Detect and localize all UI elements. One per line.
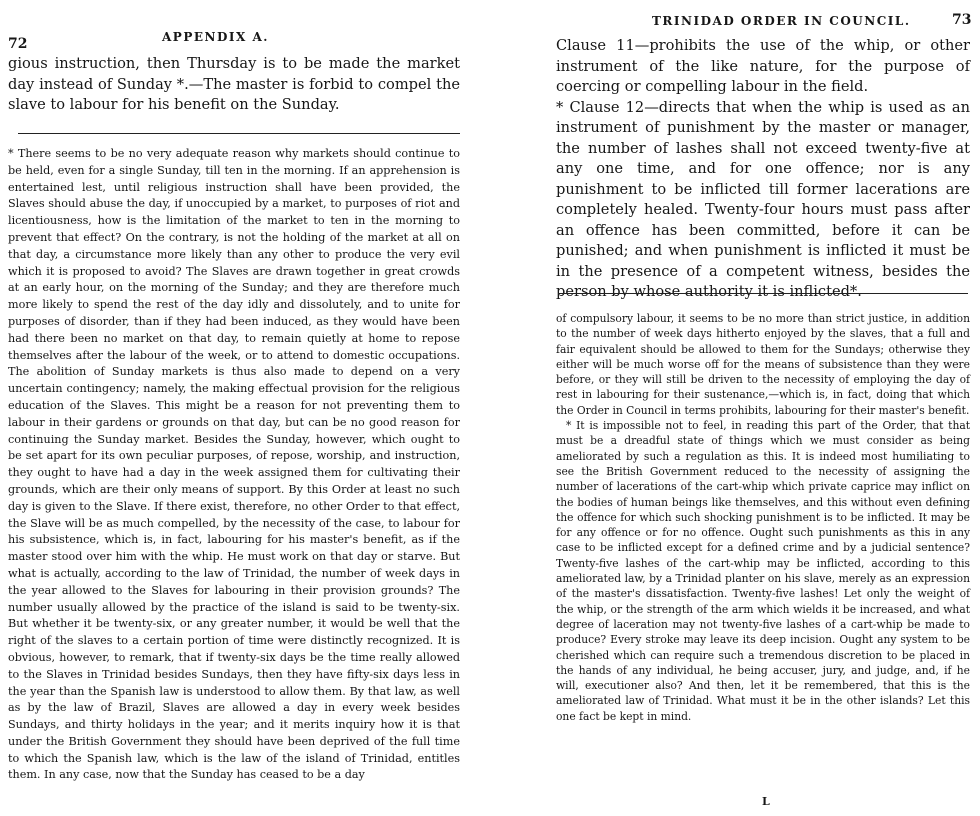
- main-text: gious instruction, then Thursday is to be made the market day instead of Sunday *.—The master is forbid to compel the slave to labour for his benefit on the Sunday.: [8, 55, 460, 113]
- right-page: [540, 0, 980, 816]
- clause-11: Clause 11—prohibits the use of the whip, or other instrument of the like nature, for the purpose of coercing or compelling labour in the field.: [556, 37, 970, 95]
- running-head: APPENDIX A.: [162, 30, 269, 44]
- footnote-rule: [18, 133, 460, 134]
- footnote-rule: [558, 293, 968, 294]
- footnote: * It is impossible not to feel, in reading this part of the Order, that that must be a dreadful state of things which we must consider as being ameliorated by such a regulation as this. It is indeed most humiliating to see the British Government reduced to the necessity of assigning the number of lacerations of the cart-whip which private caprice may inflict on the bodies of human beings like themselves, and this without even defining the offence for which such shocking punishment is to be inflicted. It may be for any offence or for no offence. Ought such punishments as this in any case to be inflicted except for a defined crime and by a judicial sentence? Twenty-five lashes of the cart-whip may be inflicted, according to this ameliorated law, by a Trinidad planter on his slave, merely as an expression of the master's dissatisfaction. Twenty-five lashes! Let only the weight of the whip, or the strength of the arm which wields it be increased, and what degree of laceration may not twenty-five lashes of a cart-whip be made to produce? Every stroke may leave its deep incision. Ought any system to be cherished which can require such a tremendous discretion to be placed in the hands of any individual, he being accuser, jury, and judge, and, if he will, executioner also? And then, let it be remembered, that this is the ameliorated law of Trinidad. What must it be in the other islands? Let this one fact be kept in mind.: [556, 419, 970, 723]
- footnote-block: [556, 311, 970, 724]
- footnote-continued: of compulsory labour, it seems to be no more than strict justice, in addition to the number of week days hitherto enjoyed by the slaves, that a full and fair equivalent should be allowed to them for the Sundays; otherwise they either will be much worse off for the means of subsistence than they were before, or they will still be driven to the necessity of employing the day of rest in labouring for their sustenance,—which is, in fact, doing that which the Order in Council in terms prohibits, labouring for their master's benefit.: [556, 312, 970, 417]
- page-number: 73: [952, 12, 972, 28]
- left-page: [0, 0, 470, 816]
- footnote-block: [8, 146, 460, 784]
- footnote: * There seems to be no very adequate reason why markets should continue to be held, even for a single Sunday, till ten in the morning. If an apprehension is entertained lest, until religious instruction shall have been provided, the Slaves should abuse the day, if unoccupied by a market, to purposes of riot and licentiousness, how is the limitation of the market to ten in the morning to prevent that effect? On the contrary, is not the holding of the market at all on that day, a circumstance more likely than any other to produce the very evil which it is proposed to avoid? The Slaves are drawn together in great crowds at an early hour, on the morning of the Sunday; and they are therefore much more likely to spend the rest of the day idly and dissolutely, and to unite for purposes of disorder, than if they had been induced, as they would have been had there been no market on that day, to remain quietly at home to repose themselves after the labour of the week, or to attend to domestic occupations. The abolition of Sunday markets is thus also made to depend on a very uncertain contingency; namely, the making effectual provision for the religious education of the Slaves. This might be a reason for not preventing them to labour in their gardens or grounds on that day, but can be no good reason for continuing the Sunday market. Besides the Sunday, however, which ought to be set apart for its own peculiar purposes, of repose, worship, and instruction, they ought to have had a day in the week assigned them for cultivating their grounds, which are their only means of support. By this Order at least no such day is given to the Slave. If there exist, therefore, no other Order to that effect, the Slave will be as much compelled, by the necessity of the case, to labour for his subsistence, which is, in fact, labouring for his master's benefit, as if the master stood over him with the whip. He must work on that day or starve. But what is actually, according to the law of Trinidad, the number of week days in the year allowed to the Slaves for labouring in their provision grounds? The number usually allowed by the practice of the island is said to be twenty-six. But whether it be twenty-six, or any greater number, it would be well that the right of the slaves to a certain portion of time were distinctly recognized. It is obvious, however, to remark, that if twenty-six days be the time really allowed to the Slaves in Trinidad besides Sundays, then they have fifty-six days less in the year than the Spanish law is understood to allow them. By that law, as well as by the law of Brazil, Slaves are allowed a day in every week besides Sundays, and thirty holidays in the year; and it merits inquiry how it is that under the British Government they should have been deprived of the full time to which the Spanish law, which is the law of the island of Trinidad, entitles them. In any case, now that the Sunday has ceased to be a day: [8, 147, 460, 782]
- signature-mark: L: [762, 795, 770, 808]
- main-text: [556, 36, 970, 303]
- clause-12: * Clause 12—directs that when the whip is used as an instrument of punishment by the master or manager, the number of lashes shall not exceed twenty-five at any one time, and for one offence; nor is any punishment to be inflicted till former lacerations are completely healed. Twenty-four hours must pass after an offence has been committed, before it can be punished; and when punishment is inflicted it must be in the presence of a competent witness, besides the person by whose authority it is inflicted*.: [556, 98, 970, 300]
- page-number: 72: [8, 36, 28, 52]
- running-head: TRINIDAD ORDER IN COUNCIL.: [652, 14, 911, 28]
